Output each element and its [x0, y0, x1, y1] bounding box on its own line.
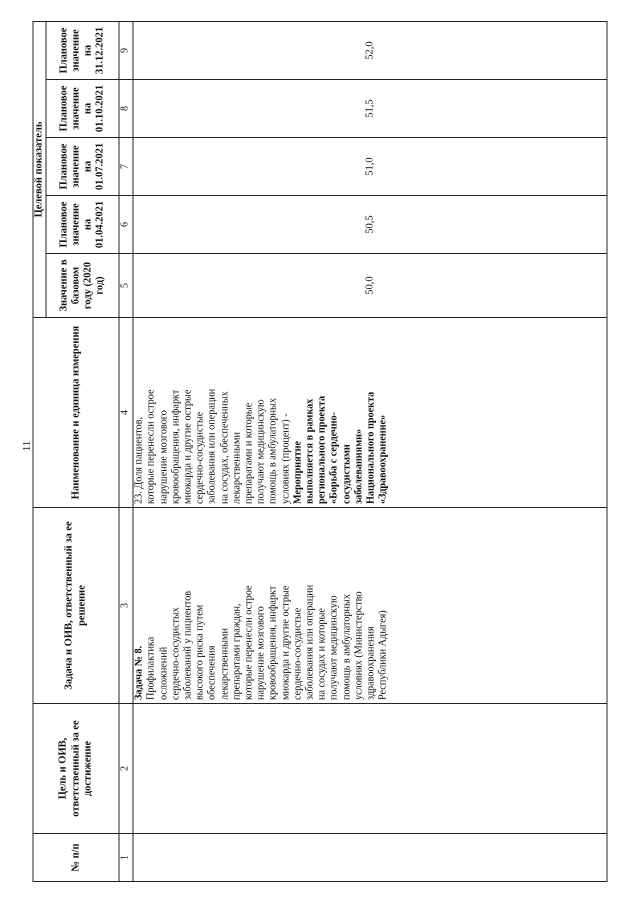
task-line: нарушение мозгового [255, 606, 267, 700]
header-plan-q3: Плановое значение на 01.10.2021 [46, 80, 119, 138]
header-base-value: Значение в базовом году (2020 год) [46, 254, 119, 318]
plan-q1-cell: 50,5 [133, 196, 607, 254]
goal-cell [133, 704, 607, 834]
indicator-line: нарушение мозгового [158, 410, 170, 504]
indicator-line: получают медицинскую [255, 399, 267, 504]
indicator-line: условиях (процент) - [280, 413, 292, 504]
plan-q3-cell: 51,5 [133, 80, 607, 138]
header-plan-q1: Плановое значение на 01.04.2021 [46, 196, 119, 254]
task-line: обеспечения [206, 645, 218, 700]
task-line: которые перенесли острое [243, 585, 255, 700]
plan-q4-cell: 52,0 [133, 22, 607, 80]
header-indicator-name: Наименование и единица измерения [33, 318, 119, 508]
column-number: 5 [119, 254, 133, 318]
indicator-bold-line: заболеваниями» [353, 428, 365, 504]
column-numbers-row [119, 22, 133, 882]
column-number: 1 [119, 834, 133, 882]
base-value-cell: 50,0 [133, 254, 607, 318]
task-line: осложнений [158, 646, 170, 700]
indicator-bold-line: выполняется в рамках [304, 398, 316, 504]
indicator-line: 23. Доля пациентов, [133, 416, 145, 504]
row-number-cell [133, 834, 607, 882]
indicator-line: препаратами и которые [243, 402, 255, 504]
header-number: № п/п [33, 834, 119, 882]
indicator-bold-line: «Здравоохранение» [377, 414, 389, 504]
indicator-line: помощь в амбулаторных [267, 398, 279, 504]
indicator-line: на сосудах, обеспеченных [219, 391, 231, 504]
column-number: 7 [119, 138, 133, 196]
task-line: сердечно-сосудистых [170, 607, 182, 700]
task-line: Профилактика [145, 636, 157, 700]
indicator-line: заболевания или операции [206, 388, 218, 504]
task-line: здравоохранения [365, 626, 377, 700]
header-plan-q4: Плановое значение на 31.12.2021 [46, 22, 119, 80]
task-line: кровообращения, инфаркт [267, 585, 279, 700]
header-goal: Цель и ОИВ, ответственный за ее достижение [33, 704, 119, 834]
indicator-bold-line: Мероприятие [292, 440, 304, 504]
column-number: 3 [119, 508, 133, 704]
header-plan-q2: Плановое значение на 01.07.2021 [46, 138, 119, 196]
task-line: заболевания или операции [304, 584, 316, 700]
task-line: на сосудах и которые [316, 608, 328, 700]
header-task: Задача и ОИВ, ответственный за ее решение [33, 508, 119, 704]
task-line: лекарственными [219, 628, 231, 700]
task-line: заболеваний у пациентов [182, 590, 194, 700]
target-indicators-table [33, 21, 608, 882]
rotated-page [33, 22, 608, 882]
plan-q2-cell: 51,0 [133, 138, 607, 196]
task-line: препаратами граждан, [231, 603, 243, 700]
task-line: высокого риска путем [194, 604, 206, 700]
indicator-line: лекарственными [231, 432, 243, 504]
column-number: 9 [119, 22, 133, 80]
task-line: получают медицинскую [328, 595, 340, 700]
indicator-bold-line: регионального проекта [316, 395, 328, 504]
indicator-bold-line: сосудистыми [341, 444, 353, 504]
task-line: миокарда и другие острые [280, 585, 292, 700]
task-line: помощь в амбулаторных [341, 594, 353, 700]
column-number: 8 [119, 80, 133, 138]
indicator-bold-line: «Борьба с сердечно- [328, 411, 340, 504]
column-number: 6 [119, 196, 133, 254]
task-title: Задача № 8. [133, 645, 145, 700]
indicator-cell [133, 318, 607, 508]
column-number: 4 [119, 318, 133, 508]
column-number: 2 [119, 704, 133, 834]
page-number: 11 [21, 440, 33, 452]
task-line: сердечно-сосудистые [292, 607, 304, 700]
indicator-bold-line: Национального проекта [365, 391, 377, 504]
task-line: Республики Адыгея) [377, 610, 389, 700]
indicator-line: сердечно-сосудистые [194, 411, 206, 504]
indicator-line: миокарда и другие острые [182, 389, 194, 504]
header-target-indicator: Целевой показатель [33, 22, 46, 318]
table-row [133, 22, 607, 882]
indicator-line: кровообращения, инфаркт [170, 389, 182, 504]
task-line: условиях (Министерство [353, 591, 365, 700]
task-cell [133, 508, 607, 704]
indicator-line: которые перенесли острое [145, 389, 157, 504]
